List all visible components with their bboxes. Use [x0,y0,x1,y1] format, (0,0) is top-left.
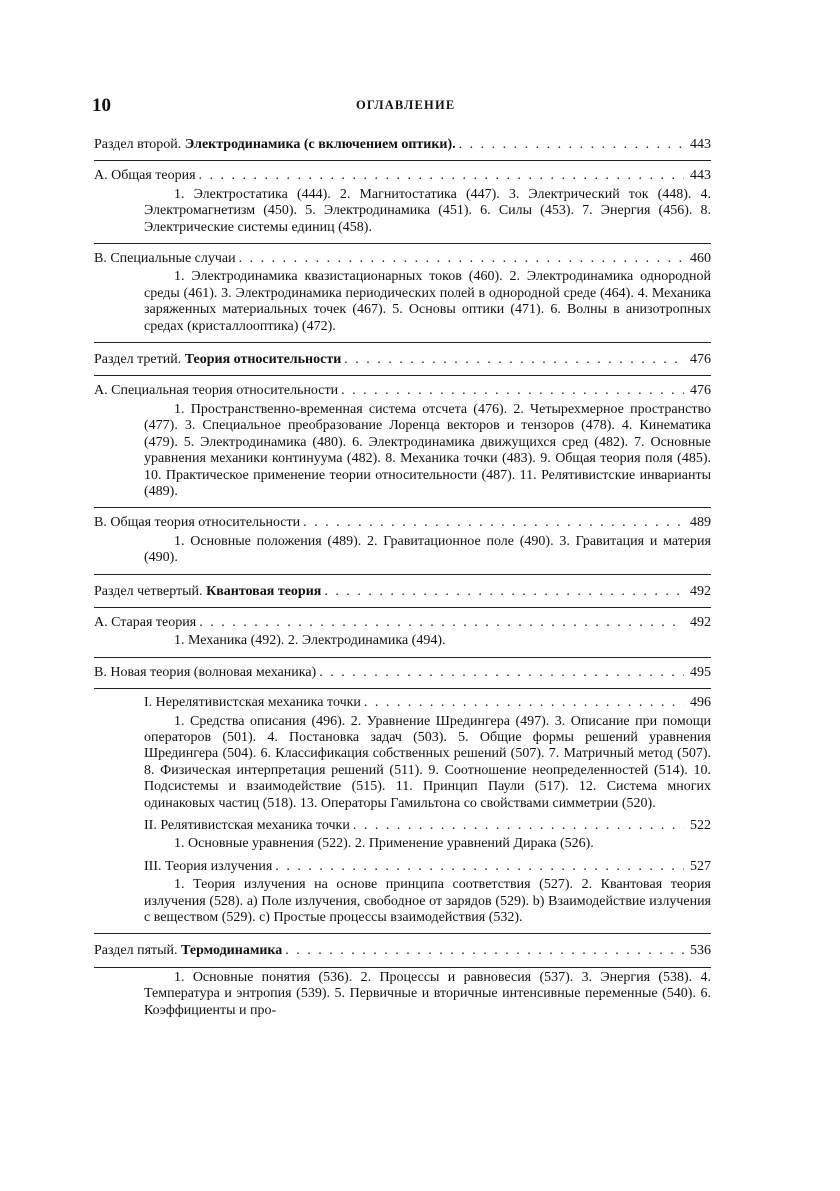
toc-subsection[interactable] [94,615,711,631]
page-ref: 496 [690,695,711,711]
page-ref: 476 [690,352,711,368]
subsection-contents: 1. Механика (492). 2. Электродинамика (494). [174,633,446,649]
subsection-contents: 1. Основные положения (489). 2. Гравитационное поле (490). 3. Гравитация и материя (490). [144,533,711,566]
toc-section-thermodynamics[interactable] [94,943,711,959]
subsection-contents: 1. Электростатика (444). 2. Магнитостатика (447). 3. Электрический ток (448). 4. Электромагнетизм (450). 5. Электродинамика (451). 6. Силы (453). 7. Энергия (456). 8. Электрические системы единиц (458). [144,186,711,235]
table-of-contents [94,137,711,1019]
toc-subsection[interactable] [94,515,711,531]
toc-section-quantum[interactable] [94,584,711,600]
divider [94,375,711,376]
subsection-contents: 1. Пространственно-временная система отсчета (476). 2. Четырехмерное пространство (477). 3. Специальное преобразование Лоренца векторов и тензоров (478). 4. Кинематика (479). 5. Электродинамика (480). 6. Электродинамика движущихся сред (482). 7. Основные уравнения механики континуума (482). 8. Механика точки (483). 9. Общая теория поля (485). 10. Практическое применение теории относительности (487). 11. Релятивистские инварианты (489). [144,401,711,499]
divider [94,574,711,575]
toc-subsubsection[interactable] [94,859,711,875]
page-ref: 460 [690,251,711,267]
divider [94,160,711,161]
subsubsection-title: I. Нерелятивистская механика точки [144,695,361,711]
leader-dots [239,251,684,267]
page-ref: 536 [690,943,711,959]
section-contents: 1. Основные понятия (536). 2. Процессы и равновесия (537). 3. Энергия (538). 4. Температура и энтропия (539). 5. Первичные и вторичные интенсивные переменные (540). 6. Коэффициенты и про- [144,969,711,1018]
page-ref: 476 [690,383,711,399]
section-prefix: Раздел пятый. [94,943,178,959]
running-title: ОГЛАВЛЕНИЕ [356,98,456,112]
leader-dots [341,383,684,399]
page-ref: 492 [690,614,711,630]
divider [94,688,711,689]
toc-subsection[interactable] [94,168,711,184]
leader-dots [459,137,684,153]
subsubsection-title: III. Теория излучения [144,858,273,874]
section-title: Квантовая теория [206,583,322,599]
section-prefix: Раздел третий. [94,352,182,368]
leader-dots [285,943,684,959]
divider [94,243,711,244]
leader-dots [303,515,684,531]
leader-dots [353,818,684,834]
leader-dots [364,695,684,711]
section-title: Электродинамика (с включением оптики). [184,137,456,152]
subsection-title: А. Специальная теория относительности [94,383,339,399]
leader-dots [319,665,684,681]
divider [94,967,711,968]
page-ref: 489 [690,515,711,531]
toc-subsubsection[interactable] [94,695,711,711]
subsubsection-title: II. Релятивистская механика точки [144,818,350,833]
subsection-title: А. Общая теория [94,168,196,184]
page-ref: 443 [690,137,711,152]
section-prefix: Раздел четвертый. [94,583,203,599]
section-prefix: Раздел второй. [94,137,182,152]
leader-dots [199,615,684,631]
page-ref: 522 [690,818,711,833]
divider [94,657,711,658]
toc-subsubsection[interactable] [94,818,711,834]
divider [94,507,711,508]
page-ref: 527 [690,858,711,874]
divider [94,933,711,934]
section-title: Теория относительности [184,352,342,368]
leader-dots [275,859,684,875]
subsection-contents: 1. Основные уравнения (522). 2. Применение уравнений Дирака (526). [174,836,594,852]
toc-section-electrodynamics[interactable] [94,137,711,153]
toc-section-relativity[interactable] [94,352,711,368]
subsection-contents: 1. Средства описания (496). 2. Уравнение Шредингера (497). 3. Описание при помощи операторов (501). 4. Постановка задач (503). 5. Общие формы решений уравнения Шредингера (504). 6. Классификация собственных решений (507). 7. Матричный метод (507). 8. Физическая интерпретация решений (511). 9. Соотношение неопределенностей (514). 10. Подсистемы и взаимодействие (515). 11. Принцип Паули (517). 12. Система многих одинаковых частиц (518). 13. Операторы Гамильтона со свойствами симметрии (520). [144,713,711,811]
toc-subsection[interactable] [94,251,711,267]
toc-subsection[interactable] [94,665,711,681]
subsection-contents: 1. Теория излучения на основе принципа соответствия (527). 2. Квантовая теория излучения (528). a) Поле излучения, свободное от зарядов (529). b) Взаимодействие излучения с веществом (529). c) Простые процессы взаимодействия (532). [144,877,711,926]
page-ref: 443 [690,168,711,184]
section-title: Термодинамика [181,943,283,959]
leader-dots [324,584,684,600]
subsection-title: В. Специальные случаи [94,251,236,267]
subsection-title: А. Старая теория [94,614,197,630]
divider [94,607,711,608]
page-ref: 495 [690,664,711,680]
leader-dots [199,168,684,184]
subsection-title: В. Общая теория относительности [94,515,301,531]
page-number: 10 [92,95,111,116]
toc-subsection[interactable] [94,383,711,399]
page-ref: 492 [690,583,711,599]
subsection-title: В. Новая теория (волновая механика) [94,664,317,680]
subsection-contents: 1. Электродинамика квазистационарных токов (460). 2. Электродинамика однородной среды (461). 3. Электродинамика периодических полей в однородной среде (464). 4. Механика заряженных материальных точек (467). 5. Основы оптики (471). 6. Волны в анизотропных средах (кристаллооптика) (472). [144,269,711,334]
leader-dots [344,352,684,368]
divider [94,342,711,343]
